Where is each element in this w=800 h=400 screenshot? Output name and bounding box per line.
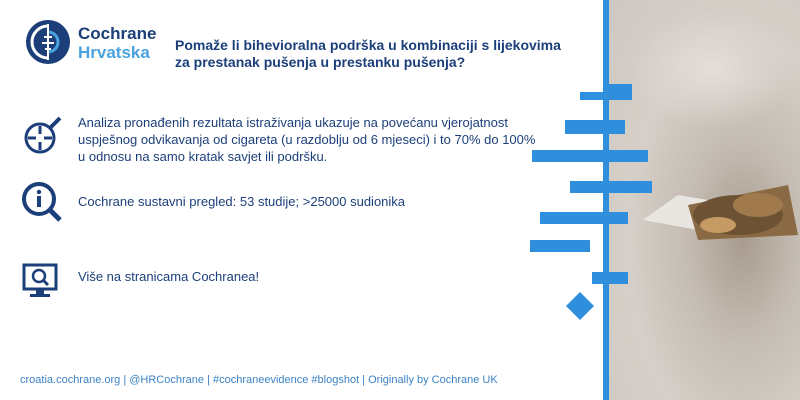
more-info-link[interactable]: Više na stranicama Cochranea! — [78, 269, 260, 284]
footer-links[interactable]: croatia.cochrane.org | @HRCochrane | #cochraneevidence #blogshot | Originally by Cochrane UK — [20, 374, 498, 386]
finding-text: Analiza pronađenih rezultata istraživanja ukazuje na povećanu vjerojatnost uspješnog odvikavanja od cigareta (u razdoblju od 6 mjeseci) i to 70% do 100% u odnosu na samo kratak savjet ili podršku. — [78, 115, 536, 164]
background-photo-cigarette — [608, 0, 800, 400]
computer-search-icon — [20, 257, 64, 301]
logo-text-hrvatska: Hrvatska — [78, 43, 150, 62]
cochrane-logo-mark-icon — [24, 18, 72, 66]
cigarette-tobacco-image — [638, 175, 798, 245]
info-magnifier-icon — [20, 180, 64, 224]
logo-text-cochrane: Cochrane — [78, 24, 157, 43]
page-title: Pomaže li bihevioralna podrška u kombinaciji s lijekovima za prestanak pušenja u prestanku pušenja? — [175, 37, 561, 70]
target-icon — [20, 114, 64, 158]
review-info-text: Cochrane sustavni pregled: 53 studije; >25000 sudionika — [78, 194, 406, 209]
cochrane-logo — [24, 18, 184, 70]
